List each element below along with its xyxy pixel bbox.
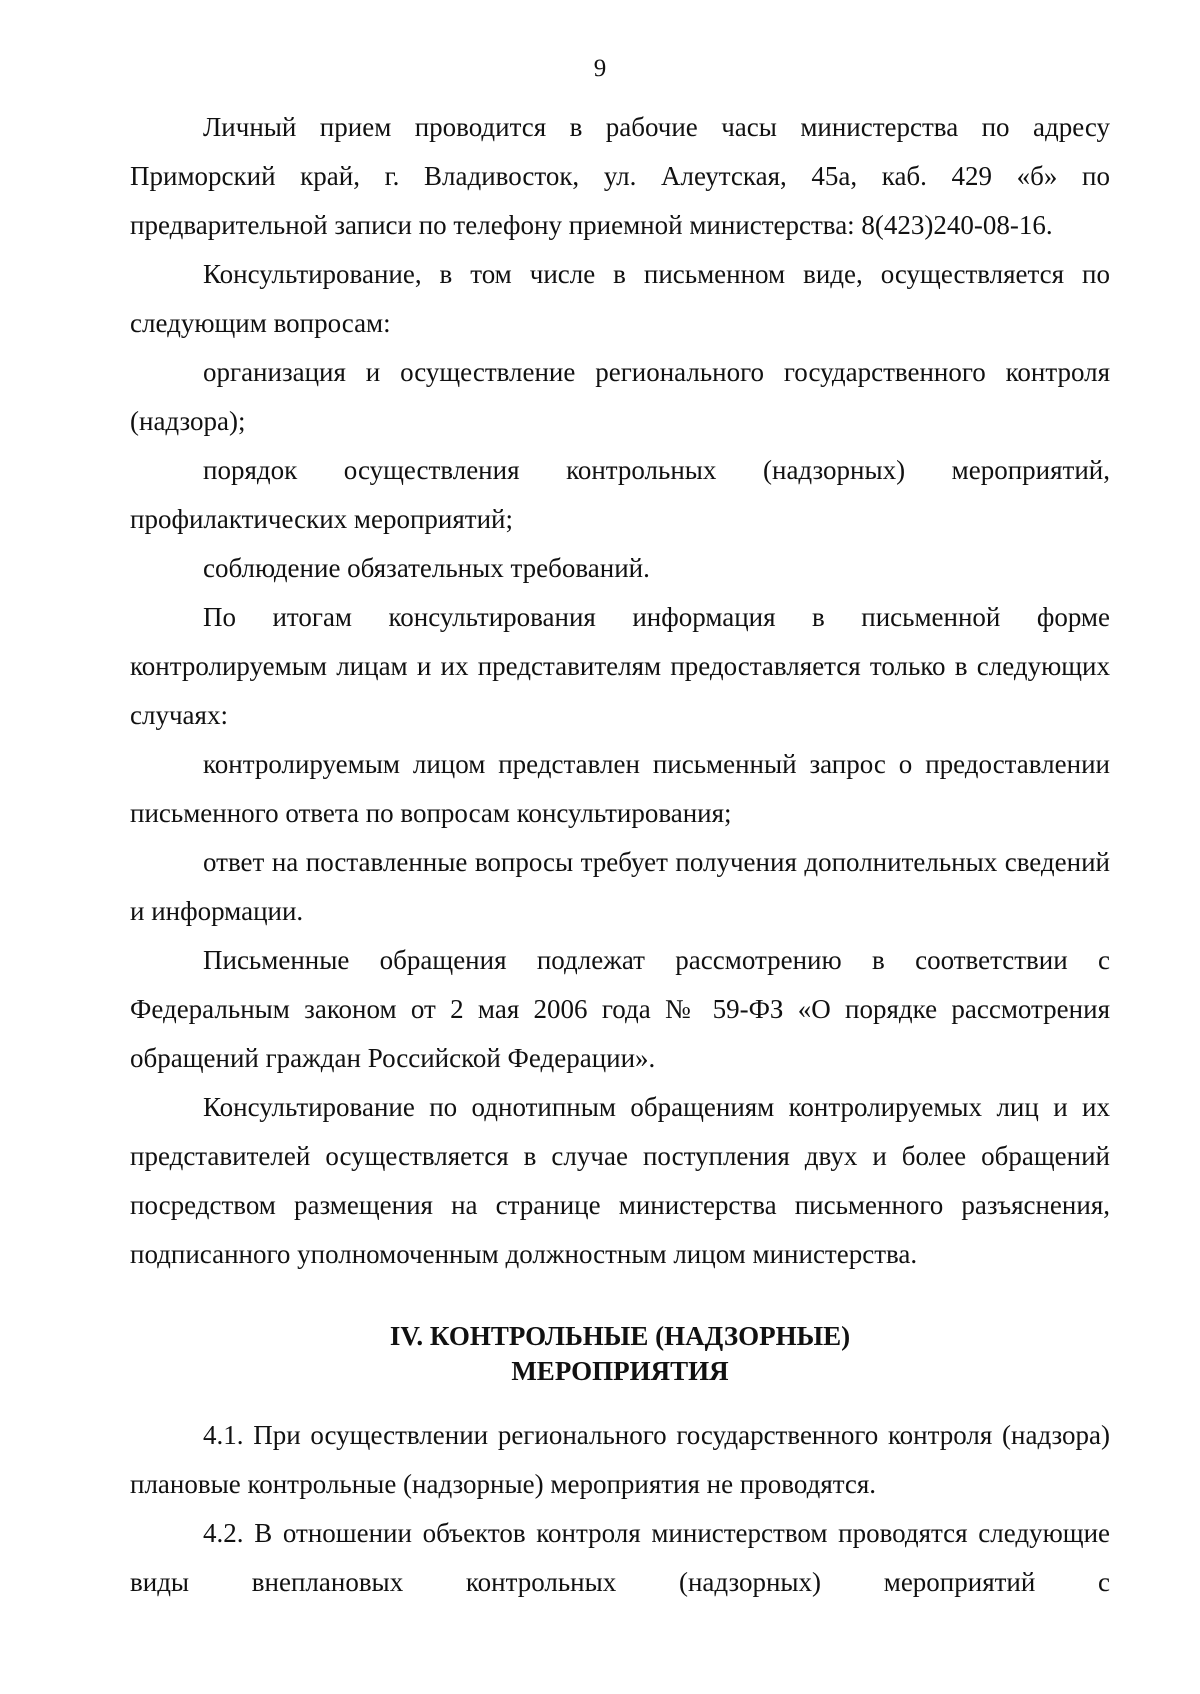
paragraph-4-2: 4.2. В отношении объектов контроля министерством проводятся следующие виды внеплановых контрольных (надзорных) мероприятий с	[130, 1518, 1110, 1597]
paragraph-topic-compliance: соблюдение обязательных требований.	[203, 553, 650, 583]
paragraph-case-additional-info: ответ на поставленные вопросы требует получения дополнительных сведений и информации.	[130, 847, 1110, 926]
paragraph-case-written-request: контролируемым лицом представлен письменный запрос о предоставлении письменного ответа по вопросам консультирования;	[130, 749, 1110, 828]
paragraph-personal-reception: Личный прием проводится в рабочие часы министерства по адресу Приморский край, г. Владивосток, ул. Алеутская, 45а, каб. 429 «б» по предварительной записи по телефону приемной министерства: 8(423)240-08-16.	[130, 112, 1110, 240]
paragraph-consulting-topics: Консультирование, в том числе в письменном виде, осуществляется по следующим вопросам:	[130, 259, 1110, 338]
paragraph-written-form-cases: По итогам консультирования информация в письменной форме контролируемым лицам и их представителям предоставляется только в следующих случаях:	[130, 602, 1110, 730]
paragraph-written-appeals: Письменные обращения подлежат рассмотрению в соответствии с Федеральным законом от 2 мая 2006 года № 59-ФЗ «О порядке рассмотрения обращений граждан Российской Федерации».	[130, 945, 1110, 1073]
section-heading-line2: МЕРОПРИЯТИЯ	[511, 1356, 729, 1386]
section-heading	[130, 1319, 1110, 1389]
section-heading-line1: IV. КОНТРОЛЬНЫЕ (НАДЗОРНЫЕ)	[389, 1321, 851, 1351]
page-number: 9	[593, 55, 607, 82]
paragraph-similar-appeals: Консультирование по однотипным обращениям контролируемых лиц и их представителей осуществляется в случае поступления двух и более обращений посредством размещения на странице министерства письменного разъяснения, подписанного уполномоченным должностным лицом министерства.	[130, 1092, 1110, 1269]
document-body	[130, 103, 1110, 1607]
paragraph-topic-organization: организация и осуществление регионального государственного контроля (надзора);	[130, 357, 1110, 436]
paragraph-topic-procedure: порядок осуществления контрольных (надзорных) мероприятий, профилактических мероприятий;	[130, 455, 1110, 534]
paragraph-4-1: 4.1. При осуществлении регионального государственного контроля (надзора) плановые контрольные (надзорные) мероприятия не проводятся.	[130, 1420, 1110, 1499]
